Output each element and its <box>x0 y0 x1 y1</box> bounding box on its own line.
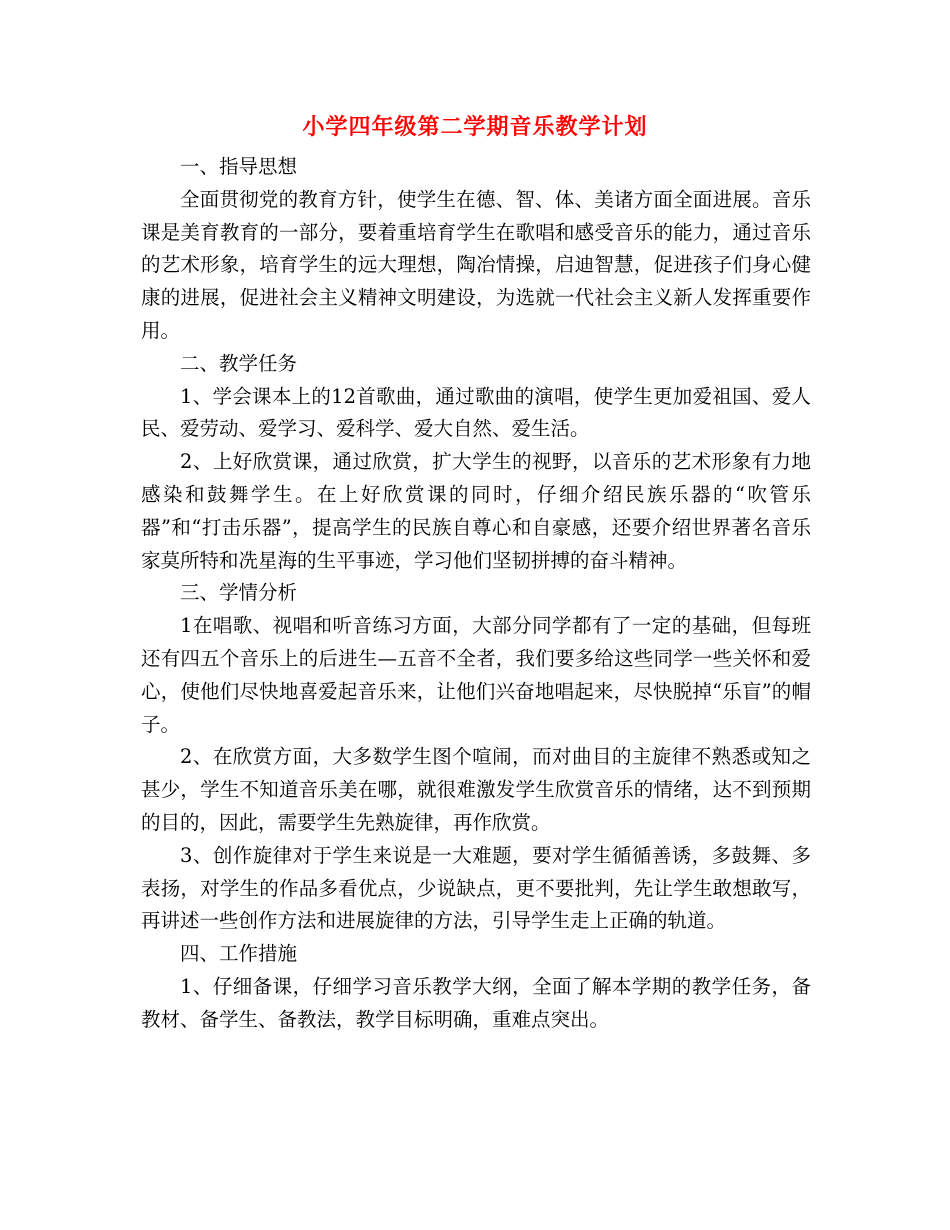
paragraph-analysis-3: 3、创作旋律对于学生来说是一大难题，要对学生循循善诱，多鼓舞、多表扬，对学生的作品多看优点，少说缺点，更不要批判，先让学生敢想敢写，再讲述一些创作方法和进展旋律的方法，引导学生走上正确的轨道。 <box>141 843 811 933</box>
section-heading-teaching-tasks: 二、教学任务 <box>180 351 298 375</box>
section-heading-work-measures: 四、工作措施 <box>180 942 298 966</box>
document-title: 小学四年级第二学期音乐教学计划 <box>302 114 648 140</box>
paragraph-task-1: 1、学会课本上的12首歌曲，通过歌曲的演唱，使学生更加爱祖国、爱人民、爱劳动、爱学习、爱科学、爱大自然、爱生活。 <box>141 384 811 441</box>
paragraph-task-2: 2、上好欣赏课，通过欣赏，扩大学生的视野，以音乐的艺术形象有力地感染和鼓舞学生。在上好欣赏课的同时，仔细介绍民族乐器的“吹管乐器”和“打击乐器”，提高学生的民族自尊心和自豪感，还要介绍世界著名音乐家莫所特和冼星海的生平事迹，学习他们坚韧拼搏的奋斗精神。 <box>141 450 811 572</box>
section-heading-guiding-ideology: 一、指导思想 <box>180 155 298 178</box>
paragraph-analysis-2: 2、在欣赏方面，大多数学生图个喧闹，而对曲目的主旋律不熟悉或知之甚少，学生不知道音乐美在哪，就很难激发学生欣赏音乐的情绪，达不到预期的目的，因此，需要学生先熟旋律，再作欣赏。 <box>141 745 811 834</box>
paragraph-guiding-ideology: 全面贯彻党的教育方针，使学生在德、智、体、美诸方面全面进展。音乐课是美育教育的一部分，要着重培育学生在歌唱和感受音乐的能力，通过音乐的艺术形象，培育学生的远大理想，陶冶情操，启迪智慧，促进孩子们身心健康的进展，促进社会主义精神文明建设，为选就一代社会主义新人发挥重要作用。 <box>141 187 811 342</box>
document-body <box>141 151 811 1037</box>
paragraph-measure-1: 1、仔细备课，仔细学习音乐教学大纲，全面了解本学期的教学任务，备教材、备学生、备教法，教学目标明确，重难点突出。 <box>141 974 811 1031</box>
section-heading-learning-analysis: 三、学情分析 <box>180 581 298 605</box>
paragraph-analysis-1: 1在唱歌、视唱和听音练习方面，大部分同学都有了一定的基础，但每班还有四五个音乐上的后进生—五音不全者，我们要多给这些同学一些关怀和爱心，使他们尽快地喜爱起音乐来，让他们兴奋地唱起来，尽快脱掉“乐盲”的帽子。 <box>141 614 811 736</box>
